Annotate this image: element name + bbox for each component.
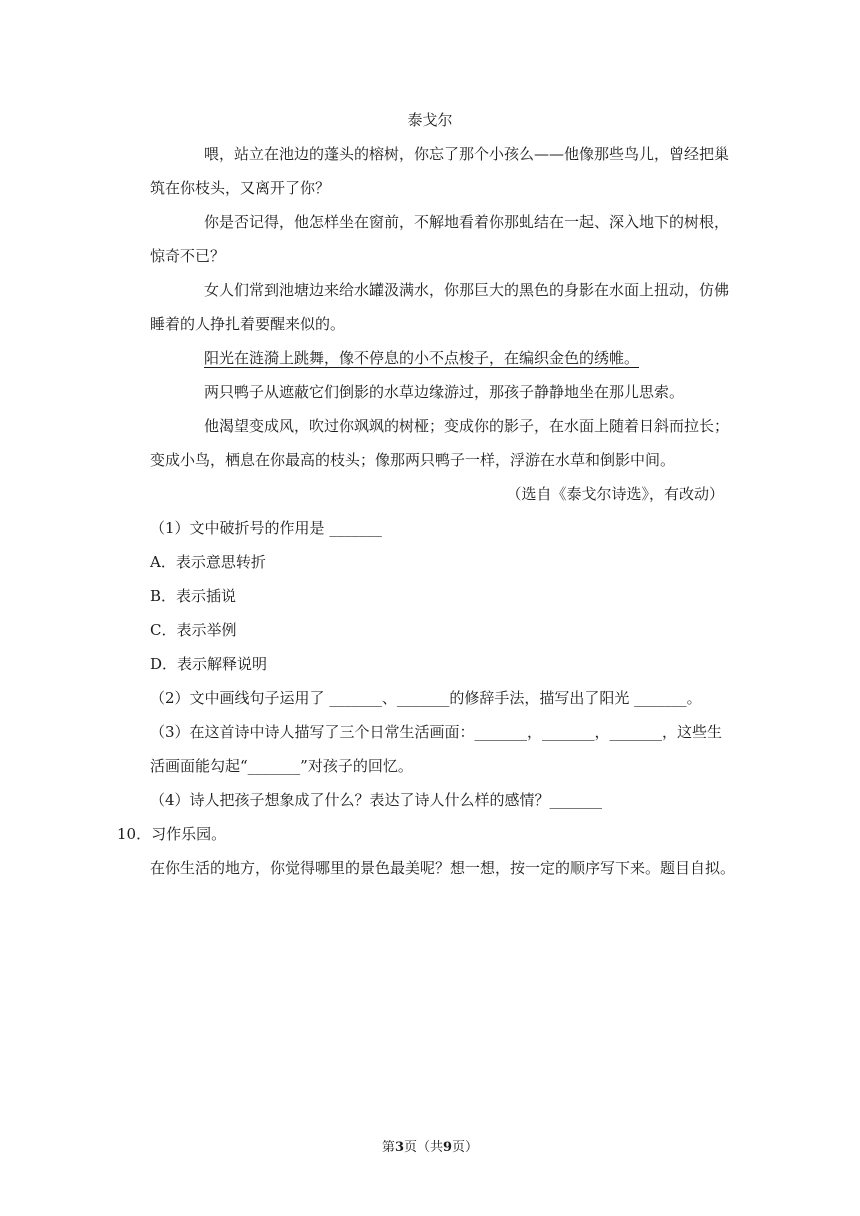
question-3-line-1: （3）在这首诗中诗人描写了三个日常生活画面：_______，_______，_______，这些生 <box>150 723 723 741</box>
question-3-line-2: 活画面能勾起“_______”对孩子的回忆。 <box>150 757 413 775</box>
poem-author: 泰戈尔 <box>407 111 453 129</box>
question-1: （1）文中破折号的作用是 _______ <box>150 519 382 537</box>
footer-suffix: 页） <box>452 1140 479 1155</box>
question-10-title: 10．习作乐园。 <box>117 825 227 843</box>
poem-line-2: 筑在你枝头，又离开了你？ <box>150 179 331 197</box>
footer-prefix: 第 <box>381 1140 395 1155</box>
poem-line-8: 两只鸭子从遮蔽它们倒影的水草边缘游过，那孩子静静地坐在那儿思索。 <box>204 383 685 401</box>
footer-total-pages: 9 <box>443 1140 453 1155</box>
footer-middle: 页（共 <box>403 1140 443 1155</box>
poem-line-6: 睡着的人挣扎着要醒来似的。 <box>150 315 346 333</box>
option-a: A．表示意思转折 <box>150 553 266 571</box>
question-10-prompt: 在你生活的地方，你觉得哪里的景色最美呢？想一想，按一定的顺序写下来。题目自拟。 <box>150 859 736 877</box>
poem-line-underlined: 阳光在涟漪上跳舞，像不停息的小不点梭子，在编织金色的绣帷。 <box>204 349 640 367</box>
poem-line-1: 喂，站立在池边的蓬头的榕树，你忘了那个小孩么——他像那些鸟儿，曾经把巢 <box>204 145 730 163</box>
option-d: D．表示解释说明 <box>150 655 268 673</box>
option-b: B．表示插说 <box>150 587 237 605</box>
poem-source: （选自《泰戈尔诗选》，有改动） <box>506 485 724 503</box>
poem-line-4: 惊奇不已？ <box>150 247 226 265</box>
question-2: （2）文中画线句子运用了 _______、_______的修辞手法，描写出了阳光 _______。 <box>150 689 702 707</box>
poem-line-3: 你是否记得，他怎样坐在窗前，不解地看着你那虬结在一起、深入地下的树根， <box>204 213 730 231</box>
footer-page-number: 3 <box>394 1140 404 1155</box>
poem-line-5: 女人们常到池塘边来给水罐汲满水，你那巨大的黑色的身影在水面上扭动，仿佛 <box>204 281 730 299</box>
option-c: C．表示举例 <box>150 621 237 639</box>
page-footer <box>0 1138 860 1158</box>
poem-line-10: 变成小鸟，栖息在你最高的枝头；像那两只鸭子一样，浮游在水草和倒影中间。 <box>150 451 676 469</box>
poem-line-9: 他渴望变成风，吹过你飒飒的树桠；变成你的影子，在水面上随着日斜而拉长； <box>204 417 730 435</box>
question-4: （4）诗人把孩子想象成了什么？表达了诗人什么样的感情？_______ <box>150 791 603 809</box>
